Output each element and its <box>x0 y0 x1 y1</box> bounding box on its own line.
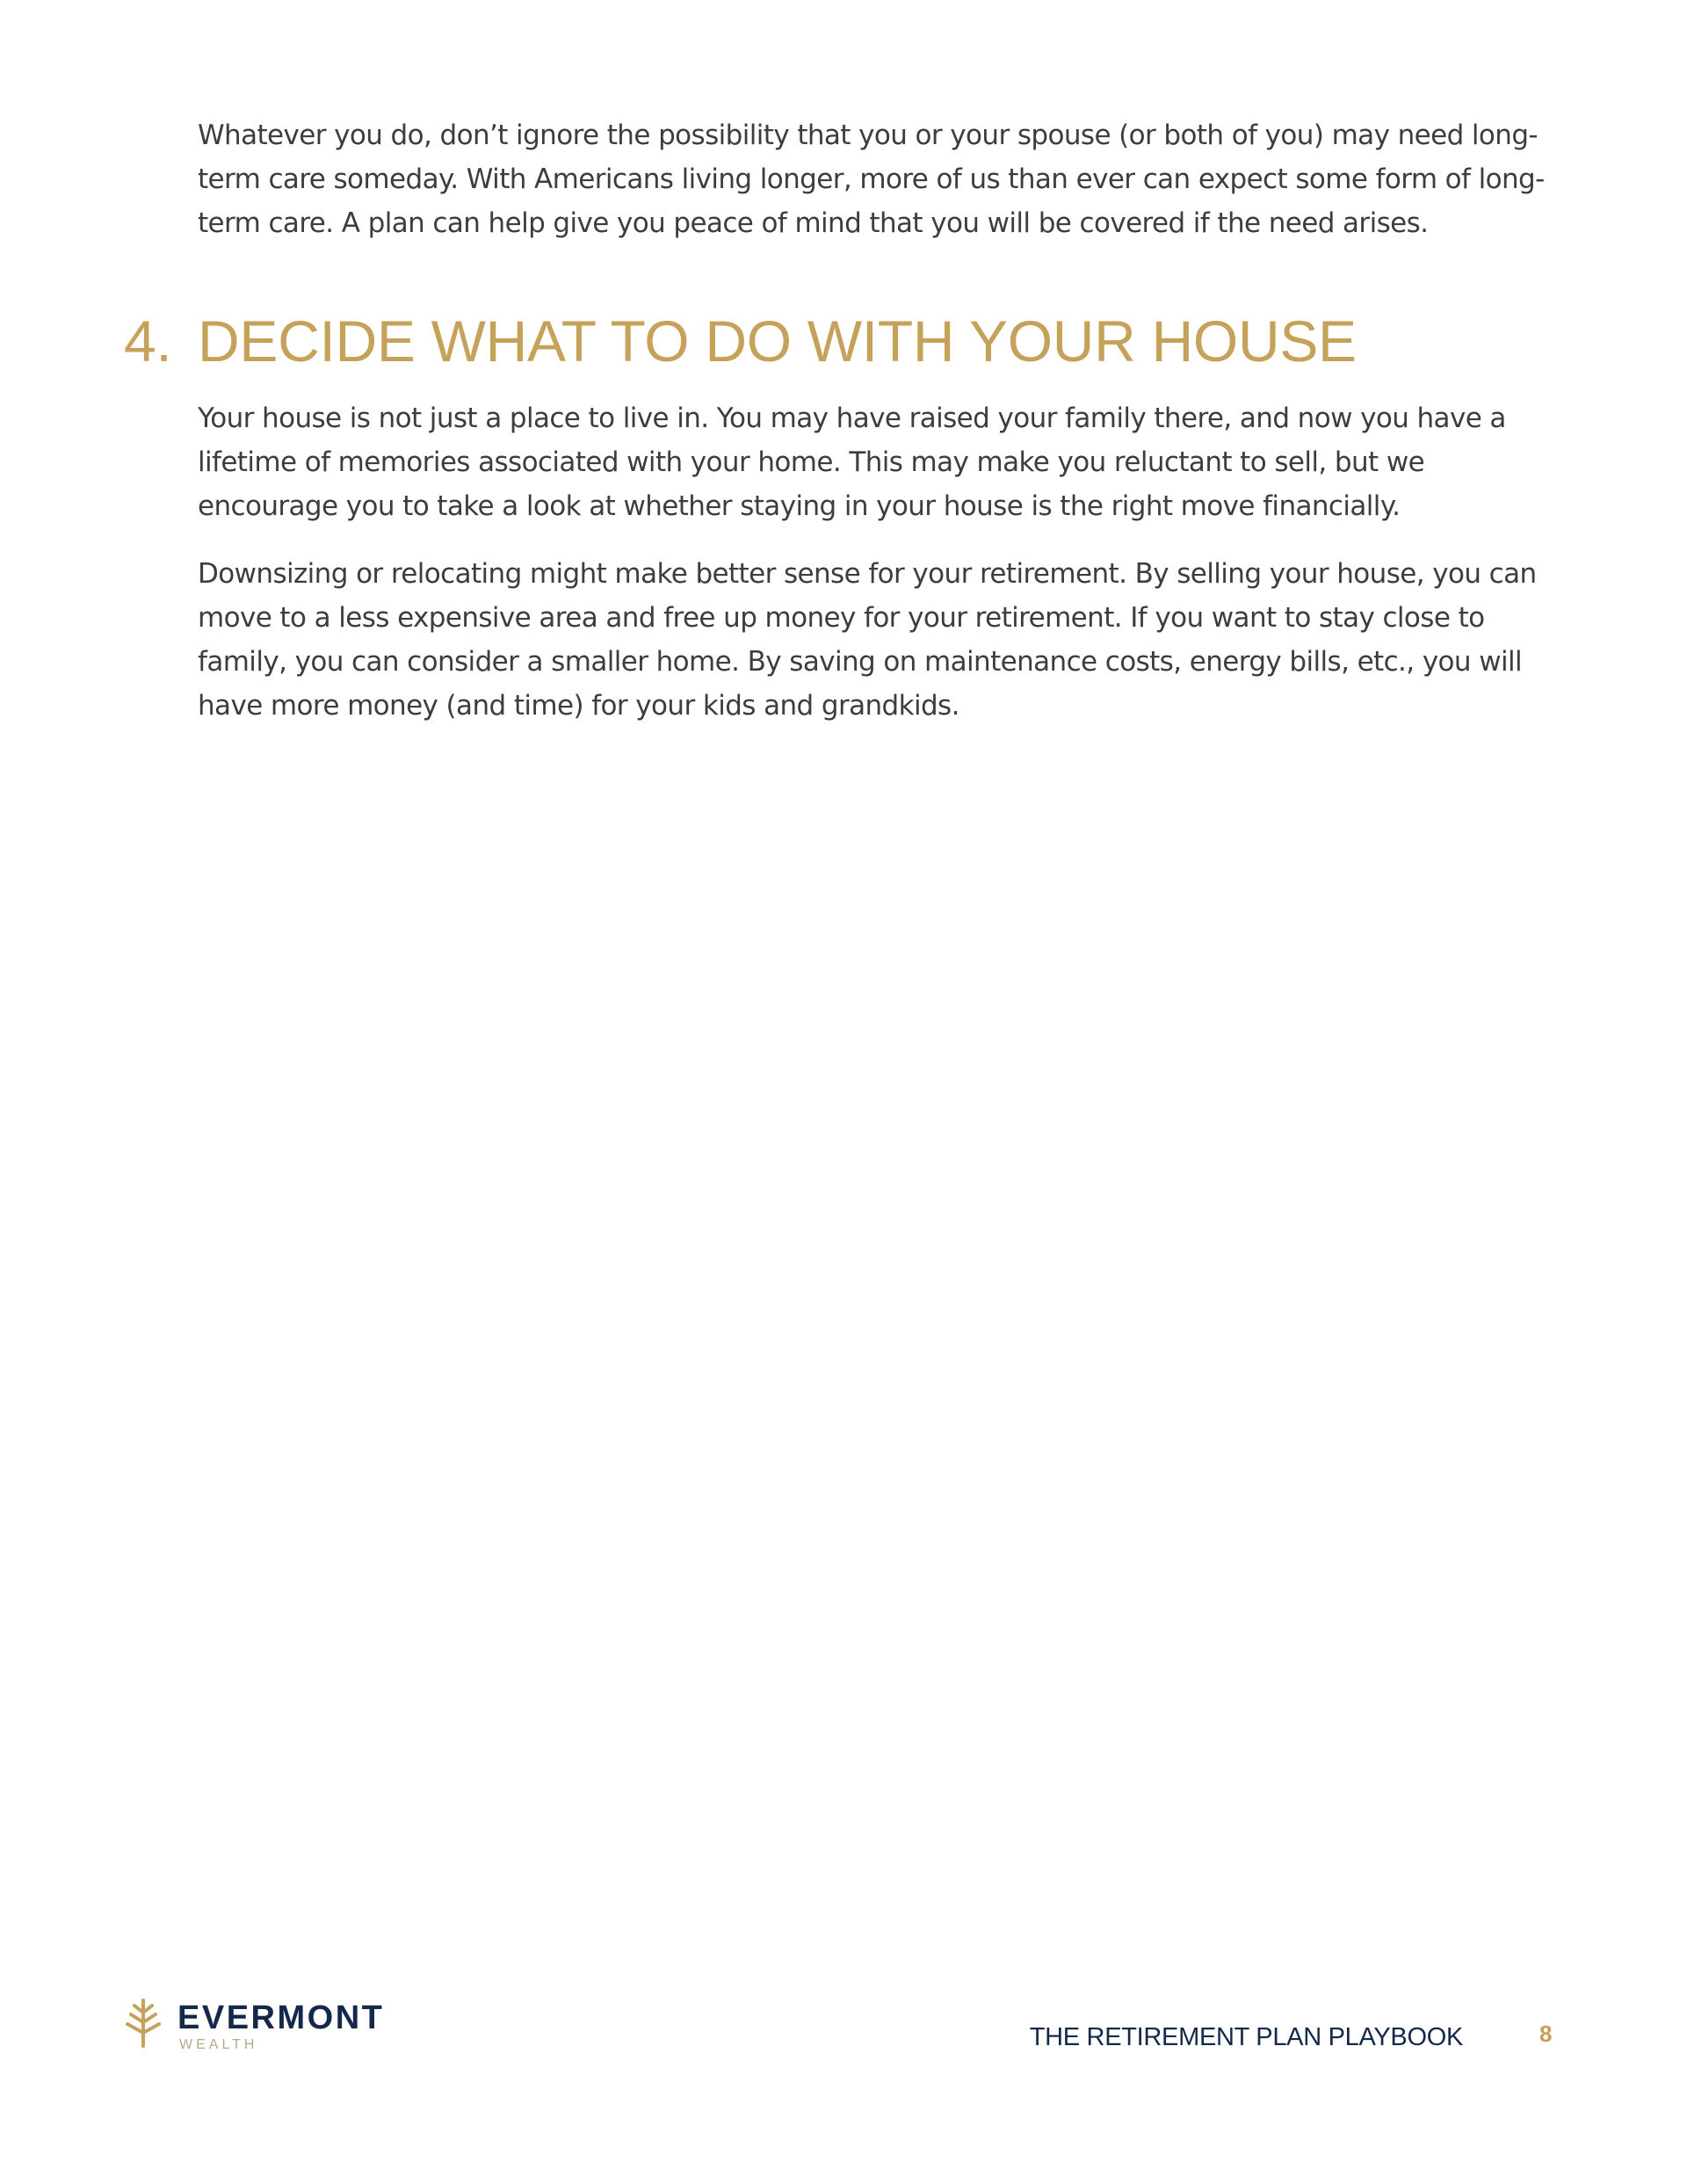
section-paragraph-1: Your house is not just a place to live in. You may have raised your family there, and now you have a lifetime of memories associated with your home. This may make you reluctant to sell, but we encourage you to take a look at whether staying in your house is the right move financially. <box>198 403 1506 522</box>
section-heading <box>124 306 1618 376</box>
tree-leaf-icon <box>123 1995 163 2050</box>
section-number: 4. <box>124 308 172 374</box>
brand-name: EVERMONT <box>177 1999 385 2036</box>
brand-logo <box>123 1995 387 2065</box>
page-number: 8 <box>1539 2021 1553 2047</box>
section-title: DECIDE WHAT TO DO WITH YOUR HOUSE <box>198 308 1357 374</box>
section-body <box>198 396 1568 728</box>
publication-title: THE RETIREMENT PLAN PLAYBOOK <box>1029 2023 1463 2051</box>
intro-paragraph: Whatever you do, don’t ignore the possibility that you or your spouse (or both of you) may need long-term care someday. With Americans living longer, more of us than ever can expect some form of long-term care. A plan can help give you peace of mind that you will be covered if the need arises. <box>198 120 1545 239</box>
intro-block <box>198 113 1568 245</box>
section-paragraph-2: Downsizing or relocating might make better sense for your retirement. By selling your house, you can move to a less expensive area and free up money for your retirement. If you want to stay close to family, you can consider a smaller home. By saving on maintenance costs, energy bills, etc., you will have more money (and time) for your kids and grandkids. <box>198 558 1537 722</box>
brand-subtitle: WEALTH <box>179 2037 258 2052</box>
